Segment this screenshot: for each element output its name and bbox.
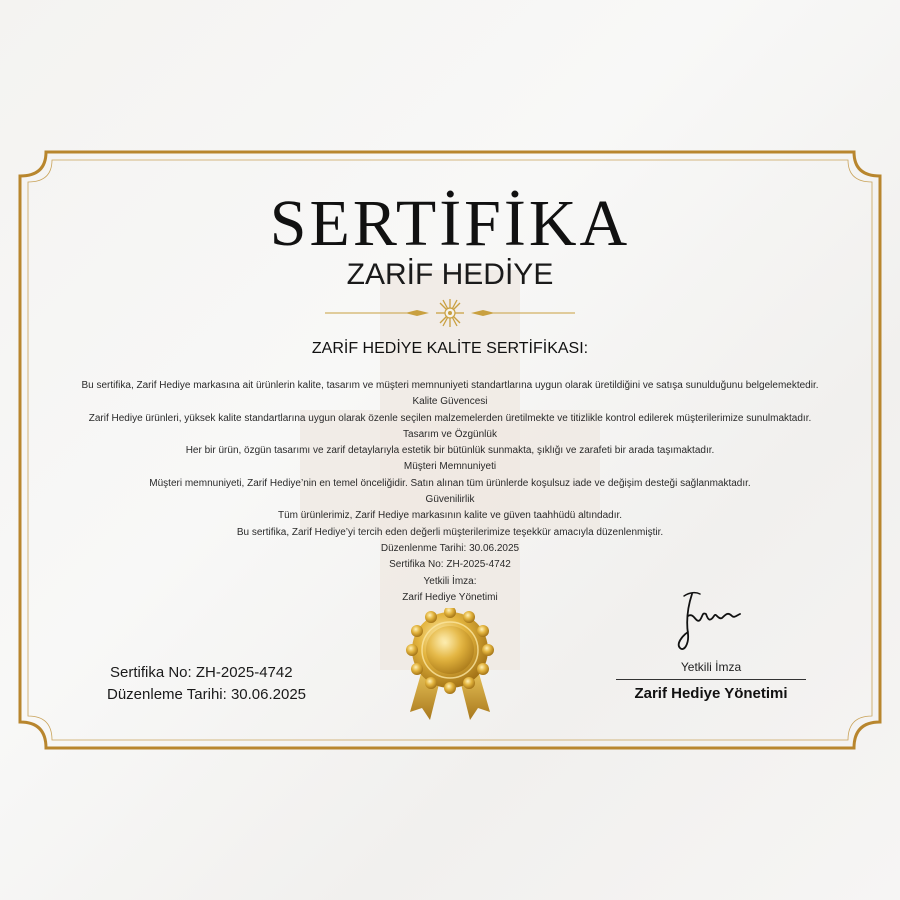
body-line: Her bir ürün, özgün tasarımı ve zarif detaylarıyla estetik bir bütünlük sunmakta, şıklığı ve zarafeti bir arada taşımaktadır. [185,445,715,457]
body-line: Bu sertifika, Zarif Hediye markasına ait ürünlerin kalite, tasarım ve müşteri memnuniyeti standartlarına uygun olarak üretildiğini ve satışa sunulduğunu belgelemektedir. [81,380,819,391]
signature-line [616,679,806,680]
certificate-title: SERTİFİKA [269,187,631,260]
certificate-subtitle: ZARİF HEDİYE [346,258,554,291]
body-line: Müşteri memnuniyeti, Zarif Hediye’nin en temel önceliğidir. Satın alınan tüm ürünlerde koşulsuz iade ve değişim desteği sağlanmaktadır. [149,477,751,489]
body-line: Tasarım ve Özgünlük [403,428,497,440]
certificate-number: Sertifika No: ZH-2025-4742 [110,664,293,681]
issue-date: Düzenleme Tarihi: 30.06.2025 [107,686,307,703]
signature-label: Yetkili İmza [680,660,742,674]
body-line: Zarif Hediye Yönetimi [402,591,498,603]
gold-seal-icon [400,608,500,724]
body-line: Yetkili İmza: [423,575,477,587]
body-line: Güvenilirlik [425,494,475,506]
body-line: Kalite Güvencesi [412,396,488,408]
body-line: Zarif Hediye ürünleri, yüksek kalite standartlarına uygun olarak özenle seçilen malzemelerden üretilmekte ve titizlikle kontrol edilerek müşterilerimize sunulmaktadır. [88,412,812,424]
body-line: Tüm ürünlerimiz, Zarif Hediye markasının kalite ve güven taahhüdü altındadır. [277,510,623,522]
certificate-body [20,378,880,606]
ornament-divider-icon [325,296,575,330]
body-line: Bu sertifika, Zarif Hediye’yi tercih eden değerli müşterilerimize teşekkür amacıyla düzenlenmiştir. [236,526,664,538]
signature-name: Zarif Hediye Yönetimi [634,685,788,702]
certificate-heading: ZARİF HEDİYE KALİTE SERTİFİKASI: [311,340,589,357]
body-line: Müşteri Memnuniyeti [403,461,497,473]
body-line: Sertifika No: ZH-2025-4742 [389,559,511,571]
signature-icon [670,586,750,656]
body-line: Düzenlenme Tarihi: 30.06.2025 [380,542,520,554]
certificate-info [107,662,306,706]
